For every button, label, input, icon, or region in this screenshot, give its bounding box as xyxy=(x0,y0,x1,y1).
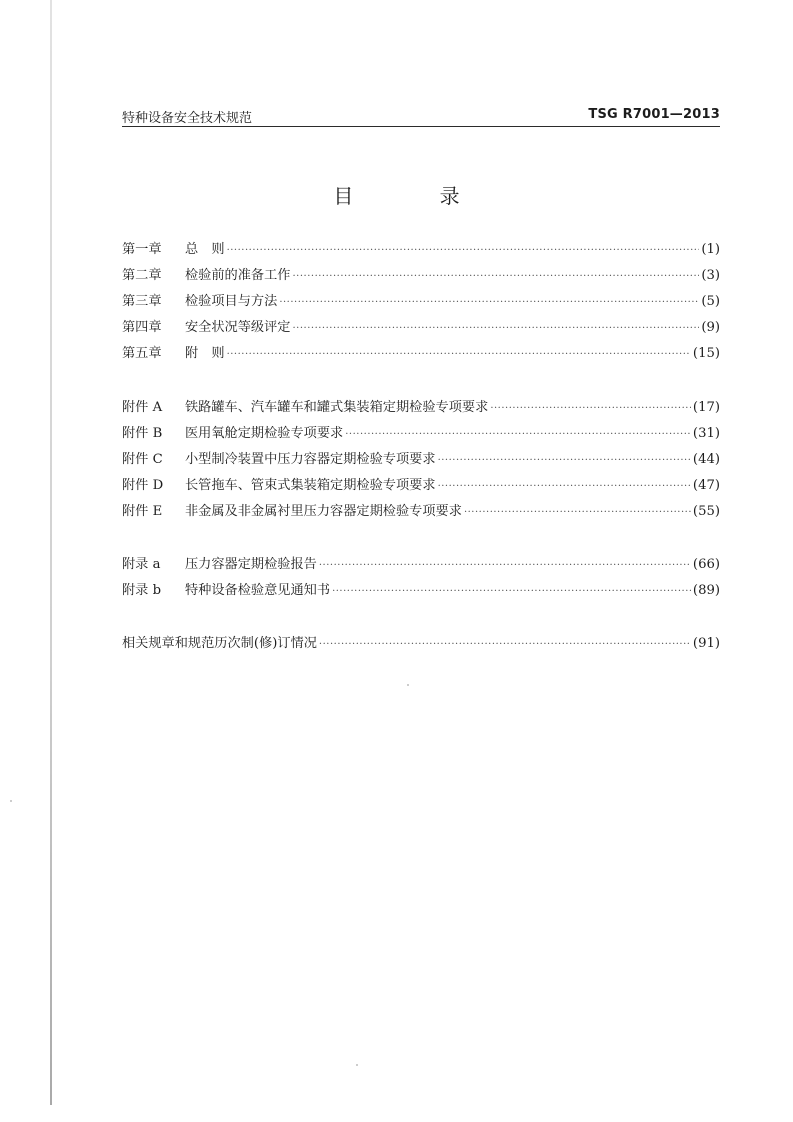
toc-page-number: (1) xyxy=(701,242,720,257)
toc-label: 附件 A xyxy=(122,400,163,415)
toc-leader xyxy=(319,560,691,571)
toc-text: 非金属及非金属衬里压力容器定期检验专项要求 xyxy=(185,504,462,519)
toc-label: 附件 E xyxy=(122,504,163,519)
toc-entry-chapter-1[interactable] xyxy=(122,238,720,260)
toc-label: 第五章 xyxy=(122,346,162,361)
toc-page-number: (89) xyxy=(692,583,720,598)
toc-page-number: (44) xyxy=(692,452,720,467)
toc-text: 压力容器定期检验报告 xyxy=(185,557,317,572)
toc-entry-chapter-2[interactable] xyxy=(122,264,720,286)
toc-text: 长管拖车、管束式集装箱定期检验专项要求 xyxy=(185,478,436,493)
toc-leader xyxy=(345,429,691,440)
toc-label: 附录 a xyxy=(122,557,161,572)
toc-page-number: (55) xyxy=(692,504,720,519)
binding-edge xyxy=(50,0,52,1105)
toc-entry-appendix-b[interactable] xyxy=(122,579,720,601)
toc-text: 检验前的准备工作 xyxy=(185,268,291,283)
toc-text: 检验项目与方法 xyxy=(185,294,278,309)
toc-leader xyxy=(464,507,691,518)
toc-entry-chapter-5[interactable] xyxy=(122,342,720,364)
page-header xyxy=(122,104,720,127)
toc-leader xyxy=(332,586,691,597)
header-standard-code: TSG R7001—2013 xyxy=(588,107,720,122)
toc-entry-attachment-d[interactable] xyxy=(122,474,720,496)
toc-label: 附件 D xyxy=(122,478,164,493)
toc-label: 第一章 xyxy=(122,242,162,257)
toc-text: 医用氧舱定期检验专项要求 xyxy=(185,426,344,441)
toc-label: 第二章 xyxy=(122,268,162,283)
toc-page-number: (3) xyxy=(701,268,720,283)
scan-speck xyxy=(356,1064,358,1066)
page-title: 目 录 xyxy=(333,184,500,208)
toc-page-number: (31) xyxy=(692,426,720,441)
toc-label: 第三章 xyxy=(122,294,162,309)
toc-page-number: (15) xyxy=(692,346,720,361)
toc-entry-revision-history[interactable] xyxy=(122,632,720,654)
toc-entry-chapter-3[interactable] xyxy=(122,290,720,312)
toc-text: 附 则 xyxy=(185,346,225,361)
toc-page-number: (17) xyxy=(692,400,720,415)
toc-leader xyxy=(279,297,699,308)
toc-label: 附件 C xyxy=(122,452,163,467)
toc-label: 第四章 xyxy=(122,320,162,335)
toc-entry-appendix-a[interactable] xyxy=(122,553,720,575)
toc-leader xyxy=(227,349,691,360)
toc-leader xyxy=(319,639,691,650)
toc-leader xyxy=(293,323,700,334)
toc-entry-attachment-b[interactable] xyxy=(122,422,720,444)
header-spec-title: 特种设备安全技术规范 xyxy=(122,111,253,126)
toc-text: 安全状况等级评定 xyxy=(185,320,291,335)
toc-text: 总 则 xyxy=(185,242,225,257)
toc-leader xyxy=(438,455,691,466)
toc-page-number: (5) xyxy=(701,294,720,309)
toc-page-number: (47) xyxy=(692,478,720,493)
toc-entry-chapter-4[interactable] xyxy=(122,316,720,338)
scan-speck xyxy=(10,800,12,802)
toc-text: 特种设备检验意见通知书 xyxy=(185,583,331,598)
toc-text: 铁路罐车、汽车罐车和罐式集装箱定期检验专项要求 xyxy=(185,400,489,415)
toc-page-number: (9) xyxy=(701,320,720,335)
toc-entry-attachment-c[interactable] xyxy=(122,448,720,470)
toc-page-number: (91) xyxy=(692,636,720,651)
toc-leader xyxy=(438,481,691,492)
toc-entry-attachment-e[interactable] xyxy=(122,500,720,522)
toc-text: 小型制冷装置中压力容器定期检验专项要求 xyxy=(185,452,436,467)
toc-label: 附录 b xyxy=(122,583,162,598)
toc-leader xyxy=(490,403,691,414)
toc-page-number: (66) xyxy=(692,557,720,572)
toc-entry-attachment-a[interactable] xyxy=(122,396,720,418)
scan-speck xyxy=(407,684,409,686)
toc-leader xyxy=(293,271,700,282)
toc-label: 附件 B xyxy=(122,426,163,441)
toc-leader xyxy=(227,245,700,256)
toc-text: 相关规章和规范历次制(修)订情况 xyxy=(122,636,317,651)
